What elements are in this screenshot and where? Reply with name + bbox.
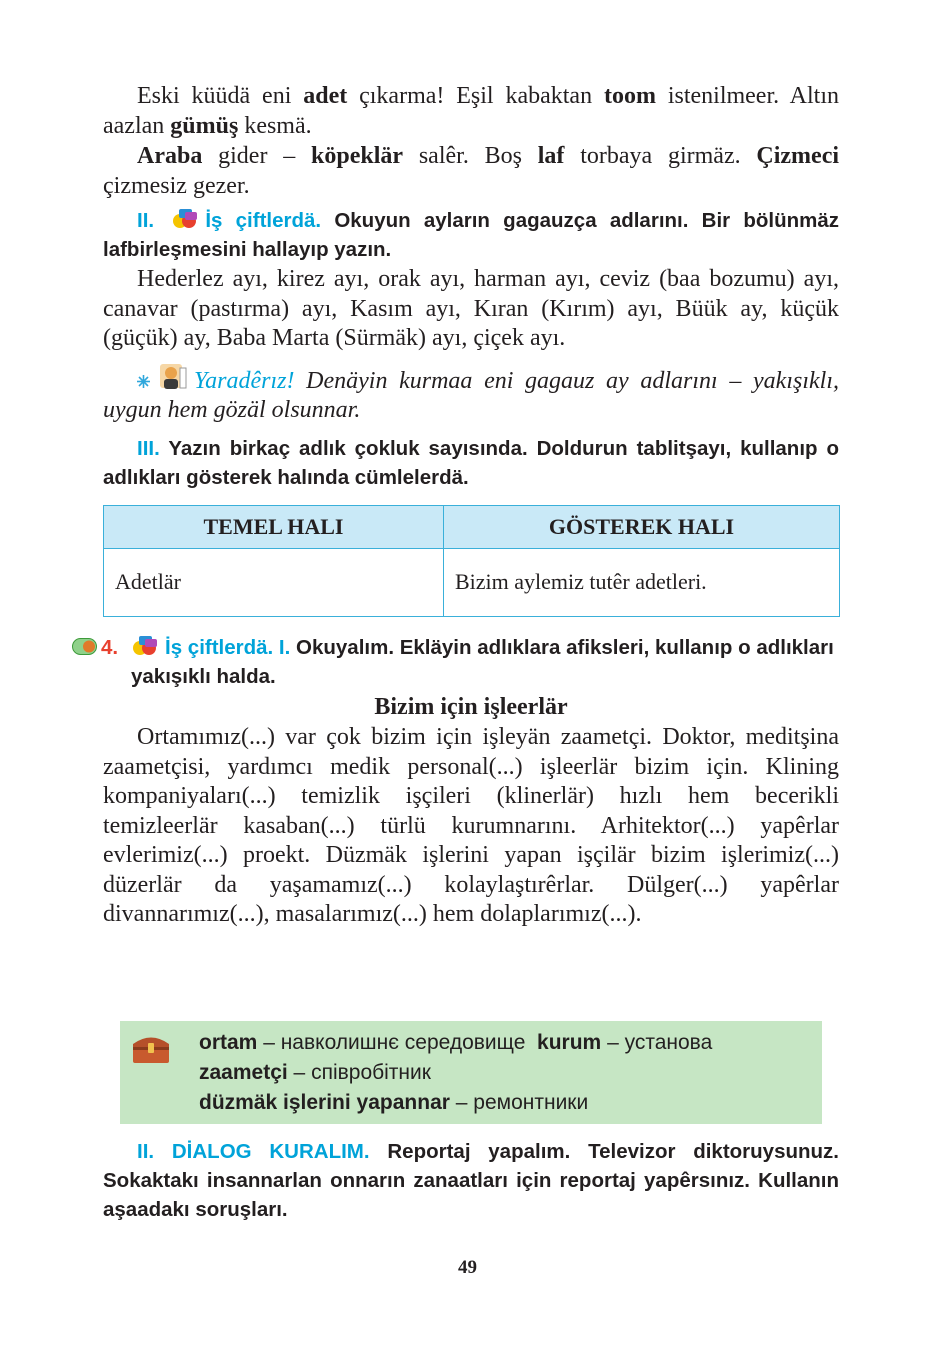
story-title: Bizim için işleerlär: [374, 693, 568, 720]
page-number: 49: [458, 1257, 477, 1278]
bold-word: Araba: [137, 143, 203, 169]
task-number: II.: [137, 209, 155, 232]
paragraph-proverbs-1: [103, 82, 839, 141]
table-cell: Adetlär: [104, 548, 444, 616]
table-cell: Bizim aylemiz tutêr adetleri.: [444, 548, 840, 616]
glossary-lines: [199, 1028, 712, 1118]
page-content: [103, 82, 839, 930]
task-label: İş çiftlerdä.: [205, 209, 322, 232]
bold-word: köpeklär: [311, 143, 404, 169]
task-label: DİALOG KURALIM.: [171, 1140, 370, 1163]
glossary-line: [199, 1088, 712, 1118]
paragraph-proverbs-2: [103, 142, 839, 201]
bold-word: Çizmeci: [756, 143, 840, 169]
task-text: Okuyalım. Ekläyin adlıklara afiksleri, kullanıp o adlıkları yakışıklı halda.: [131, 635, 834, 688]
text: çıkarma! Eşil kabaktan: [347, 83, 604, 109]
pair-work-icon: [171, 208, 199, 230]
glossary-translation: – навколишнє середовище: [257, 1031, 538, 1054]
level-bullet-icon: [72, 638, 97, 655]
table-header: TEMEL HALI: [104, 505, 444, 548]
task-number: 4.: [101, 635, 119, 659]
text: istenilmeer. Altın aazlan: [103, 83, 840, 139]
story-text: Ortamımız(...) var çok bizim için işleyän zaametçi. Doktor, meditşina zaametçisi, yardımcı medik personal(...) işleerlär bizim için. Klining kompaniyaları(...) temizlik işçileri (klinerlär) hızlı hem becerikli temizleerlär kasaban(...) türlü kurumnarını. Arhitektor(...) yapêrlar evlerimiz(...) proekt. Düzmäk işlerini yapan işçilär bizim işlerimiz(...) düzerlär da yaşamamız(...) kolaylaştırêrlar. Dülger(...) yapêrlar divannarımız(...), masalarımız(...) hem dolaplarımız(...).: [103, 724, 839, 927]
creative-child-icon: [156, 362, 190, 392]
creative-text: Denäyin kurmaa eni gagauz ay adlarını – yakışıklı, uygun hem gözäl olsunnar.: [103, 367, 839, 423]
bold-word: adet: [303, 83, 348, 109]
sparkle-icon: [137, 375, 150, 388]
glossary-term: kurum: [537, 1031, 602, 1054]
creative-label: Yaradêrız!: [194, 367, 295, 394]
glossary-term: düzmäk işlerini yapannar: [199, 1091, 450, 1114]
table-row: [104, 548, 840, 616]
glossary-box: [120, 1021, 822, 1124]
task-text: Yazın birkaç adlık çokluk sayısında. Doldurun tablitşayı, kullanıp o adlıkları gösterek halında cümlelerdä.: [103, 436, 839, 489]
text: kesmä.: [238, 112, 312, 139]
task-text: Okuyun ayların gagauzça adlarını. Bir bölünmäz lafbirleşmesini hallayıp yazın.: [103, 209, 840, 261]
months-list: Hederlez ayı, kirez ayı, orak ayı, harman ayı, ceviz (baa bozumu) ayı, canavar (pastırma) ayı, Kasım ayı, Kıran (Kırım) ayı, Büük ay, küçük (güçük) ay, Baba Marta (Sürmäk) ayı, çiçek ayı.: [103, 266, 839, 351]
treasure-chest-icon: [130, 1031, 172, 1065]
task-4-instruction: [103, 633, 839, 691]
glossary-term: zaametçi: [199, 1061, 288, 1084]
glossary-term: ortam: [199, 1031, 258, 1054]
creative-task: [103, 362, 839, 426]
pair-work-icon: [131, 635, 159, 657]
task-number: II.: [137, 1140, 155, 1163]
glossary-line: [199, 1028, 712, 1058]
noun-forms-table: [103, 505, 840, 617]
task-3-instruction: [103, 434, 839, 492]
glossary-translation: – співробітник: [287, 1061, 431, 1084]
task-2-instruction: [103, 206, 839, 264]
text: gider –: [202, 143, 312, 169]
bold-word: toom: [603, 83, 656, 109]
dialog-task-instruction: [103, 1137, 839, 1224]
task-text: Reportaj yapalım. Televizor diktoruysunuz. Sokaktakı insannarlan onnarın zanaatları için reportaj yapêrsınız. Kullanın aşaadakı soruşları.: [103, 1140, 839, 1221]
table-header-row: [104, 505, 840, 548]
table-header: GÖSTEREK HALI: [444, 505, 840, 548]
text: salêr. Boş: [403, 143, 538, 169]
text: Eski küüdä eni: [137, 83, 304, 109]
glossary-line: [199, 1058, 712, 1088]
task-number: III.: [137, 436, 160, 460]
glossary-translation: – ремонтники: [449, 1091, 589, 1114]
bold-word: gümüş: [170, 112, 239, 139]
task-label: İş çiftlerdä. I.: [165, 635, 291, 659]
bold-word: laf: [537, 143, 565, 169]
glossary-translation: – установа: [601, 1031, 713, 1054]
text: çizmesiz gezer.: [103, 172, 250, 199]
text: torbaya girmäz.: [564, 143, 757, 169]
